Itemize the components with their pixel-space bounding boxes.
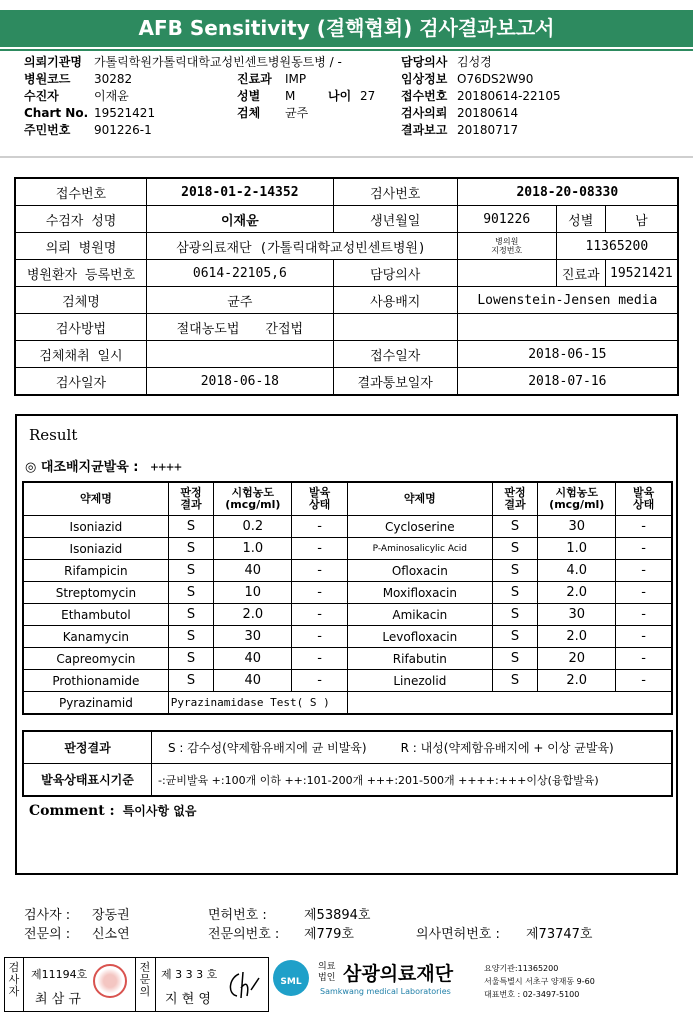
drug-growth: - xyxy=(292,670,348,692)
drug-judge: S xyxy=(168,648,214,670)
col-text: 발육 xyxy=(632,486,655,499)
drug-judge: S xyxy=(168,538,214,560)
drug-growth: - xyxy=(292,626,348,648)
drug-growth: - xyxy=(616,582,672,604)
legend-table xyxy=(22,730,673,797)
drug-drug: Capreomycin xyxy=(23,648,168,670)
info-label: 검사일자 xyxy=(15,368,147,396)
info-value: Lowenstein-Jensen media xyxy=(457,287,678,314)
header-value: 19521421 xyxy=(94,106,156,120)
drug-growth: - xyxy=(616,560,672,582)
drug-conc: 2.0 xyxy=(214,604,292,626)
method-1: 절대농도법 xyxy=(176,321,240,337)
drug-conc: 2.0 xyxy=(538,626,616,648)
header-label: 나이 xyxy=(328,89,352,103)
header-value: 20180614 xyxy=(457,106,519,120)
header-right xyxy=(401,55,561,140)
col-text: 시험농도 xyxy=(231,486,275,499)
drug-drug: Rifabutin xyxy=(347,648,492,670)
control-growth-value: ++++ xyxy=(150,460,182,475)
handwritten-signature xyxy=(223,968,263,1004)
header-label: 결과보고 xyxy=(401,123,448,137)
drug-row-pza xyxy=(23,692,672,715)
drug-growth: - xyxy=(292,516,348,538)
info-label: 수검자 성명 xyxy=(15,206,147,233)
hospital-name: 삼광의료재단 (가톨릭대학교성빈센트병원) xyxy=(176,240,426,256)
signer-label: 전문의 : xyxy=(24,927,71,942)
header-label: 수진자 xyxy=(24,89,59,103)
header-ward: 동트병 / - xyxy=(291,55,342,69)
drug-row xyxy=(23,516,672,538)
info-value xyxy=(147,314,334,341)
info-value: 2018-01-2-14352 xyxy=(147,178,334,206)
signer-value: 장동권 xyxy=(92,908,130,923)
header-value: 20180717 xyxy=(457,123,519,137)
signer-value: 제779호 xyxy=(304,927,354,942)
info-empty xyxy=(457,314,678,341)
drug-judge: S xyxy=(492,560,538,582)
org-code: 요양기관:11365200 xyxy=(484,964,559,973)
info-label: 검체채취 일시 xyxy=(15,341,147,368)
legend-text: -:균비발육 +:100개 이하 ++:101-200개 +++:201-500개 ++++:+++이상(융합발육) xyxy=(152,764,673,797)
info-label: 접수일자 xyxy=(333,341,457,368)
info-value: 균주 xyxy=(147,287,334,314)
header-label: 임상정보 xyxy=(401,72,448,86)
org-name: 삼광의료재단 xyxy=(343,963,454,985)
info-value: 남 xyxy=(605,206,678,233)
title-underline xyxy=(0,49,693,51)
drug-judge: S xyxy=(168,626,214,648)
info-value: 2018-07-16 xyxy=(457,368,678,396)
col-text: (mcg/ml) xyxy=(549,498,605,511)
info-value xyxy=(457,260,556,287)
header-value: 가톨릭학원가톨릭대학교성빈센트병원 xyxy=(94,55,292,69)
info-label-line: 지정번호 xyxy=(491,246,523,255)
drug-row xyxy=(23,560,672,582)
info-label: 결과통보일자 xyxy=(333,368,457,396)
signer-tester xyxy=(24,904,130,923)
drug-judge: S xyxy=(492,582,538,604)
info-label: 검사번호 xyxy=(333,178,457,206)
col-drug: 약제명 xyxy=(347,482,492,516)
drug-conc: 0.2 xyxy=(214,516,292,538)
signer-label: 면허번호 : xyxy=(208,908,267,923)
info-label: 성별 xyxy=(556,206,605,233)
drug-row xyxy=(23,670,672,692)
comment xyxy=(29,802,196,819)
info-value: 901226 xyxy=(457,206,556,233)
drug-row xyxy=(23,626,672,648)
drug-conc: 1.0 xyxy=(214,538,292,560)
header-label: 검사의뢰 xyxy=(401,106,448,120)
signer-label: 의사면허번호 : xyxy=(416,927,500,942)
drug-drug: Cycloserine xyxy=(347,516,492,538)
drug-growth: - xyxy=(616,604,672,626)
col-conc xyxy=(538,482,616,516)
drug-drug: Ofloxacin xyxy=(347,560,492,582)
drug-judge: S xyxy=(168,516,214,538)
drug-judge: S xyxy=(168,582,214,604)
header-label: 진료과 xyxy=(237,72,272,86)
org-prefix xyxy=(318,962,335,984)
drug-drug: Kanamycin xyxy=(23,626,168,648)
signer-license xyxy=(208,904,370,923)
drug-growth: - xyxy=(616,516,672,538)
drug-growth: - xyxy=(292,648,348,670)
info-label-line: 병의원 xyxy=(495,237,519,246)
header-label: Chart No. xyxy=(24,106,89,120)
info-label: 담당의사 xyxy=(333,260,457,287)
drug-row xyxy=(23,538,672,560)
col-judge xyxy=(492,482,538,516)
tester-seal-stamp xyxy=(93,964,127,998)
org-english-name: Samkwang medical Laboratories xyxy=(320,987,451,996)
org-contact xyxy=(484,962,595,1001)
drug-growth: - xyxy=(616,626,672,648)
info-label: 병원환자 등록번호 xyxy=(15,260,147,287)
info-empty xyxy=(333,314,457,341)
header-label: 검체 xyxy=(237,106,261,120)
header-specimen xyxy=(237,106,308,120)
header-label: 담당의사 xyxy=(401,55,448,69)
info-label: 검체명 xyxy=(15,287,147,314)
footer-divider xyxy=(23,958,24,1011)
drug-judge: S xyxy=(168,670,214,692)
info-label: 접수번호 xyxy=(15,178,147,206)
drug-conc: 2.0 xyxy=(538,670,616,692)
drug-drug: Prothionamide xyxy=(23,670,168,692)
col-text: 판정 xyxy=(504,486,526,499)
drug-judge: S xyxy=(492,538,538,560)
comment-label: Comment : xyxy=(29,803,115,819)
drug-drug: Streptomycin xyxy=(23,582,168,604)
drug-row xyxy=(23,582,672,604)
drug-growth: - xyxy=(616,538,672,560)
header-value: M xyxy=(285,89,296,103)
header-dept xyxy=(237,72,306,86)
signer-label: 전문의번호 : xyxy=(208,927,280,942)
drug-conc: 30 xyxy=(538,516,616,538)
drug-judge: S xyxy=(168,560,214,582)
org-address: 서울특별시 서초구 양재동 9-60 xyxy=(484,977,595,986)
signer-value: 제53894호 xyxy=(304,908,371,923)
drug-conc: 40 xyxy=(214,648,292,670)
info-value: 2018-06-18 xyxy=(147,368,334,396)
drug-judge: S xyxy=(492,516,538,538)
drug-row xyxy=(23,604,672,626)
control-growth xyxy=(25,456,182,475)
col-text: 결과 xyxy=(180,498,202,511)
drug-growth: - xyxy=(292,604,348,626)
drug-conc: 40 xyxy=(214,560,292,582)
header-label: 의뢰기관명 xyxy=(24,55,82,69)
header-label: 성별 xyxy=(237,89,261,103)
drug-pza: Pyrazinamid xyxy=(23,692,168,715)
header-label: 병원코드 xyxy=(24,72,71,86)
drug-growth: - xyxy=(292,560,348,582)
col-text: (mcg/ml) xyxy=(225,498,281,511)
header-divider xyxy=(0,156,693,158)
header-value: 30282 xyxy=(94,72,133,86)
info-label: 생년월일 xyxy=(333,206,457,233)
drug-judge: S xyxy=(492,604,538,626)
info-value: 이재윤 xyxy=(147,206,334,233)
drug-drug: Isoniazid xyxy=(23,538,168,560)
drug-conc: 4.0 xyxy=(538,560,616,582)
col-growth xyxy=(616,482,672,516)
col-drug: 약제명 xyxy=(23,482,168,516)
signer-doc-license xyxy=(416,923,592,942)
info-value xyxy=(147,233,458,260)
col-text: 시험농도 xyxy=(555,486,599,499)
drug-growth: - xyxy=(616,670,672,692)
org-prefix-line: 의료 xyxy=(318,962,336,972)
signer-value: 제73747호 xyxy=(526,927,593,942)
legend-text xyxy=(152,731,673,764)
footer-divider xyxy=(155,958,156,1011)
col-growth xyxy=(292,482,348,516)
info-label: 사용배지 xyxy=(333,287,457,314)
header-label: 주민번호 xyxy=(24,123,71,137)
info-value xyxy=(147,341,334,368)
header-value: 이재윤 xyxy=(94,89,129,103)
info-value: 2018-20-08330 xyxy=(457,178,678,206)
drug-judge: S xyxy=(492,670,538,692)
header-value: 균주 xyxy=(285,106,309,120)
comment-value: 특이사항 없음 xyxy=(122,804,197,818)
signer-label: 검사자 : xyxy=(24,908,71,923)
drug-growth: - xyxy=(616,648,672,670)
info-value: 11365200 xyxy=(556,233,678,260)
col-conc xyxy=(214,482,292,516)
info-value: 19521421 xyxy=(605,260,678,287)
col-text: 발육 xyxy=(308,486,331,499)
drug-empty xyxy=(347,692,672,715)
drug-judge: S xyxy=(168,604,214,626)
header-value: 김성경 xyxy=(457,55,492,69)
drug-drug: Amikacin xyxy=(347,604,492,626)
header-value: 901226-1 xyxy=(94,123,152,137)
drug-conc: 20 xyxy=(538,648,616,670)
specialist-number: 제 3 3 3 호 xyxy=(161,968,218,981)
control-growth-label: ◎ 대조배지균발육 : xyxy=(25,460,139,475)
method-2: 간접법 xyxy=(265,321,304,337)
footer-divider xyxy=(135,958,136,1011)
drug-drug: Isoniazid xyxy=(23,516,168,538)
info-value: 0614-22105,6 xyxy=(147,260,334,287)
col-text: 상태 xyxy=(632,498,655,511)
drug-drug: Linezolid xyxy=(347,670,492,692)
drug-conc: 30 xyxy=(538,604,616,626)
col-text: 결과 xyxy=(504,498,526,511)
drug-conc: 30 xyxy=(214,626,292,648)
drug-growth: - xyxy=(292,538,348,560)
tester-vertical-label xyxy=(7,962,21,998)
drug-conc: 2.0 xyxy=(538,582,616,604)
header-value: 27 xyxy=(360,89,376,103)
drug-drug: Moxifloxacin xyxy=(347,582,492,604)
vlabel-text: 검사자 xyxy=(8,961,20,998)
info-label: 검사방법 xyxy=(15,314,147,341)
signer-specialist xyxy=(24,923,130,942)
sml-logo: SML xyxy=(273,960,309,996)
result-title: Result xyxy=(29,426,78,444)
vlabel-text: 전문의 xyxy=(139,961,151,998)
header-sex xyxy=(237,89,295,103)
drug-growth: - xyxy=(292,582,348,604)
legend-r: R : 내성(약제함유배지에 + 이상 균발육) xyxy=(400,741,614,755)
specialist-vertical-label xyxy=(138,962,152,998)
signer-spec-no xyxy=(208,923,354,942)
drug-judge: S xyxy=(492,626,538,648)
drug-conc: 1.0 xyxy=(538,538,616,560)
header-age xyxy=(328,89,375,103)
drug-drug: Rifampicin xyxy=(23,560,168,582)
legend-label: 판정결과 xyxy=(23,731,152,764)
tester-number: 제11194호 xyxy=(31,968,88,981)
pza-test: Pyrazinamidase Test( S ) xyxy=(168,692,347,715)
legend-label: 발육상태표시기준 xyxy=(23,764,152,797)
footer-signature-box xyxy=(4,957,269,1012)
info-label: 진료과 xyxy=(556,260,605,287)
header-label: 접수번호 xyxy=(401,89,448,103)
org-prefix-line: 법인 xyxy=(318,973,336,983)
specimen-info-table xyxy=(14,177,679,396)
col-text: 판정 xyxy=(180,486,202,499)
drug-sensitivity-table xyxy=(22,481,673,715)
drug-drug: Ethambutol xyxy=(23,604,168,626)
report-title: AFB Sensitivity (결핵협회) 검사결과보고서 xyxy=(0,10,693,47)
header-value: IMP xyxy=(285,72,307,86)
drug-drug: Levofloxacin xyxy=(347,626,492,648)
drug-row xyxy=(23,648,672,670)
drug-conc: 40 xyxy=(214,670,292,692)
header-value: 20180614-22105 xyxy=(457,89,561,103)
info-label: 의뢰 병원명 xyxy=(15,233,147,260)
tester-name: 최 삼 규 xyxy=(35,992,81,1007)
col-text: 상태 xyxy=(308,498,331,511)
drug-conc: 10 xyxy=(214,582,292,604)
legend-s: S : 감수성(약제함유배지에 균 비발육) xyxy=(168,741,367,755)
drug-judge: S xyxy=(492,648,538,670)
org-phone: 대표번호 : 02-3497-5100 xyxy=(484,990,580,999)
drug-drug: P-Aminosalicylic Acid xyxy=(347,538,492,560)
info-value: 2018-06-15 xyxy=(457,341,678,368)
col-judge xyxy=(168,482,214,516)
specialist-name: 지 현 영 xyxy=(165,992,211,1007)
signer-value: 신소연 xyxy=(92,927,130,942)
header-value: O76DS2W90 xyxy=(457,72,534,86)
info-label xyxy=(457,233,556,260)
